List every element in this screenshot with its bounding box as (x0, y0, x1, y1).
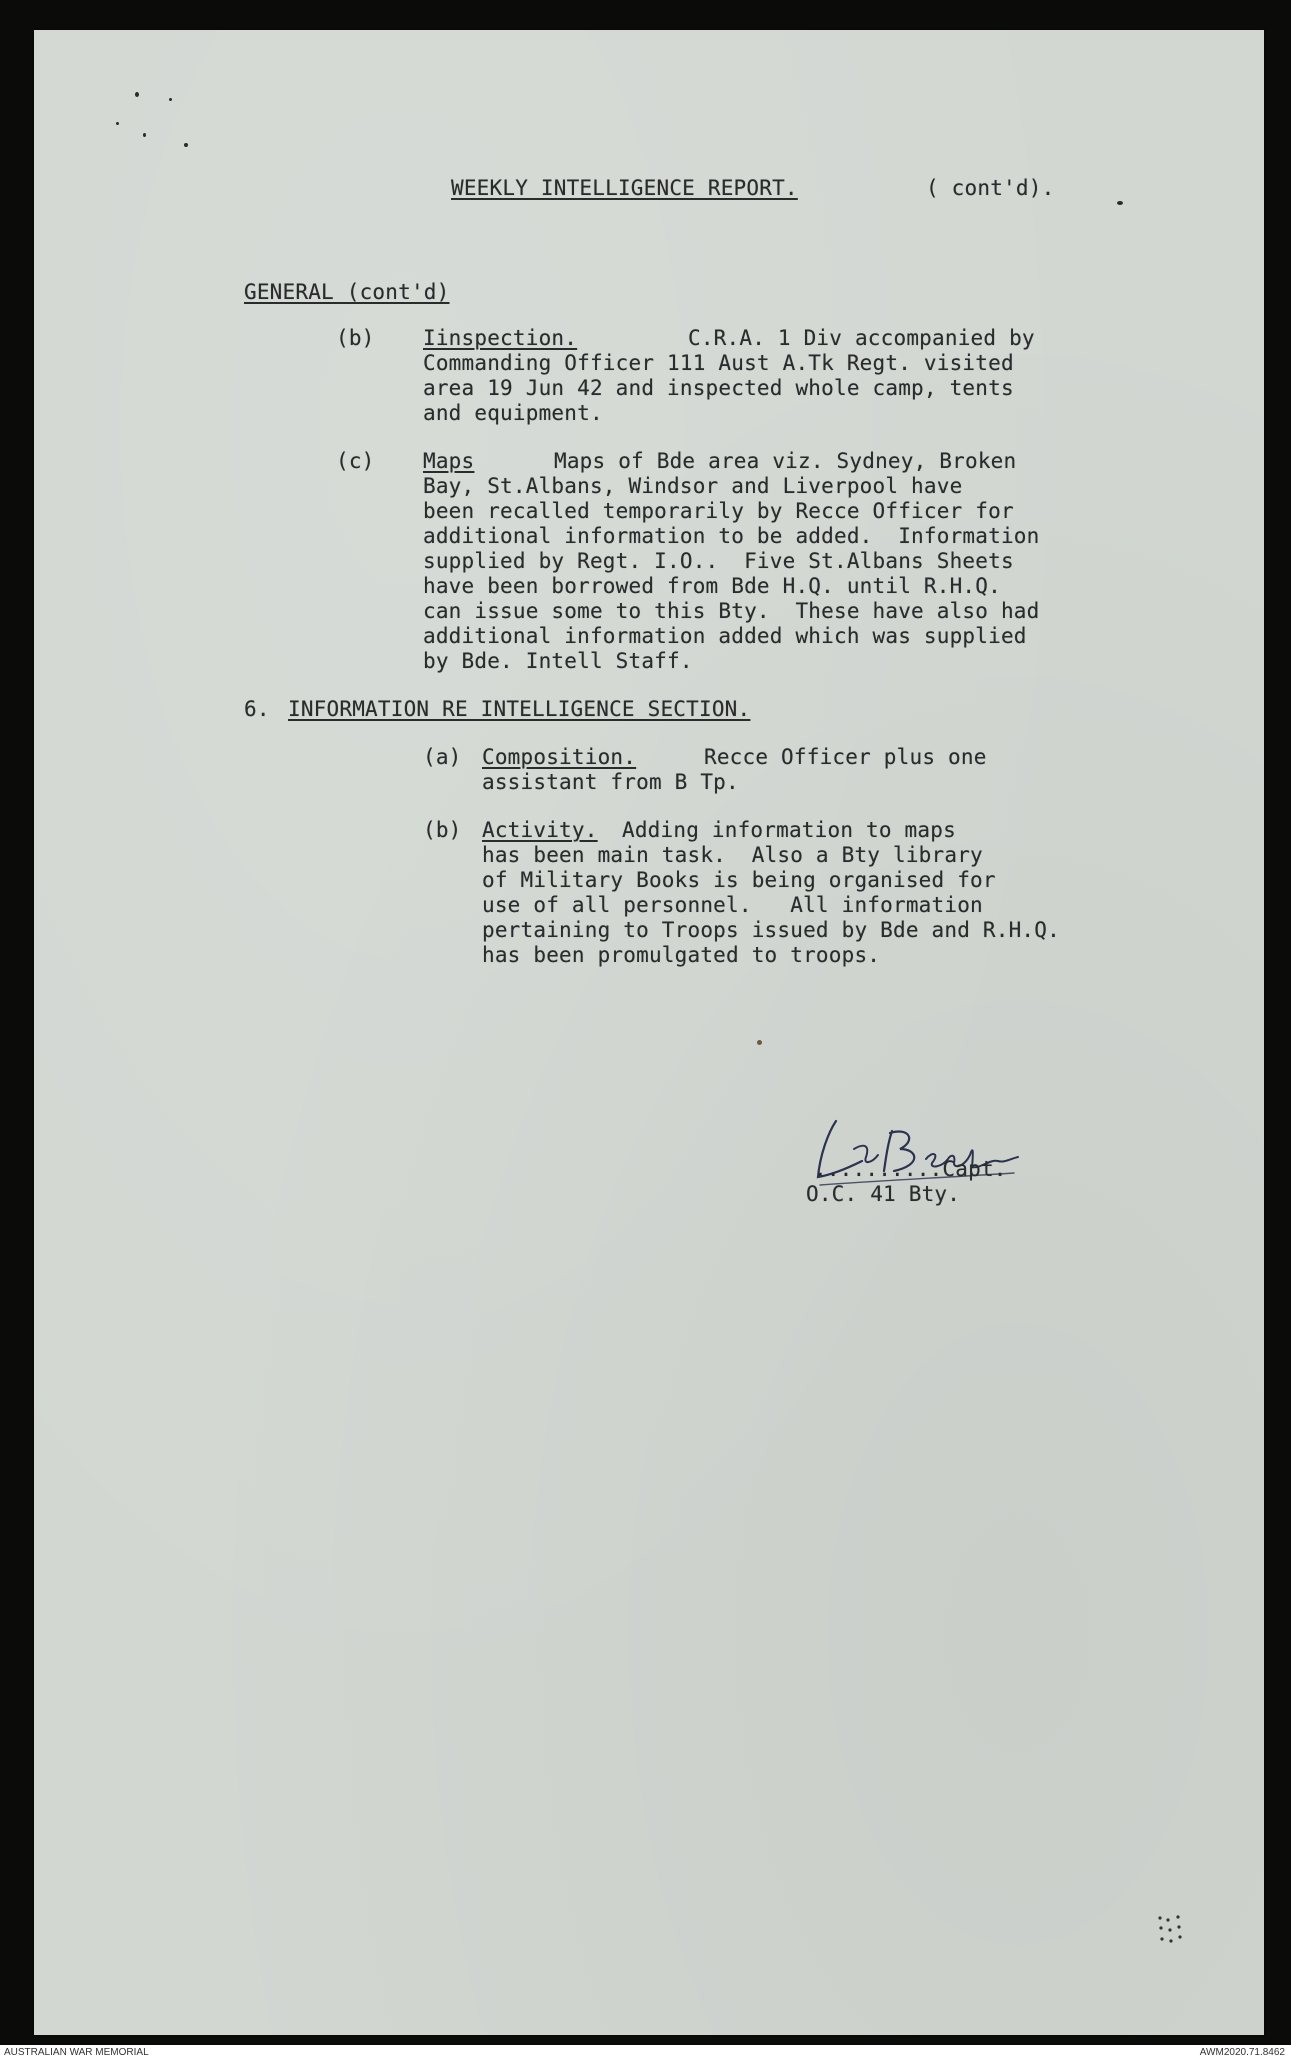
section6-para-a-label: (a) (423, 745, 462, 769)
section6-para-b-line: Adding information to maps (622, 818, 956, 842)
ink-speck (135, 92, 139, 97)
section6-para-b-title: Activity. (482, 818, 598, 842)
para-b-line: and equipment. (423, 401, 603, 425)
para-c-line: additional information added which was supplied (423, 624, 1027, 648)
section6-para-b-line: of Military Books is being organised for (482, 868, 996, 892)
ink-speck (143, 133, 146, 137)
dot-mark-icon (1156, 1914, 1186, 1948)
section6-number: 6. (244, 697, 270, 721)
report-title-suffix: ( cont'd). (926, 176, 1055, 200)
section6-para-b-line: use of all personnel. All information (482, 893, 983, 917)
para-c-label: (c) (336, 449, 375, 473)
section6-para-b-line: has been promulgated to troops. (482, 943, 881, 967)
signature-unit: O.C. 41 Bty. (806, 1182, 961, 1206)
para-b-title: Iinspection. (423, 326, 578, 350)
footer-institution: AUSTRALIAN WAR MEMORIAL (4, 2047, 149, 2058)
report-title: WEEKLY INTELLIGENCE REPORT. (451, 176, 798, 200)
ink-speck (1117, 201, 1123, 205)
archive-footer (0, 2045, 1291, 2061)
document-page (34, 30, 1264, 2035)
section6-para-b-line: has been main task. Also a Bty library (482, 843, 983, 867)
section6-para-b-label: (b) (423, 818, 462, 842)
para-b-line: Commanding Officer 111 Aust A.Tk Regt. visited (423, 351, 1014, 375)
para-c-line: been recalled temporarily by Recce Officer for (423, 499, 1014, 523)
para-b-label: (b) (336, 326, 375, 350)
para-c-title: Maps (423, 449, 475, 473)
para-c-line: have been borrowed from Bde H.Q. until R.H.Q. (423, 574, 1001, 598)
ink-speck (169, 98, 172, 101)
para-c-line: can issue some to this Bty. These have also had (423, 599, 1040, 623)
general-heading: GENERAL (cont'd) (244, 280, 450, 304)
section6-para-a-line: Recce Officer plus one (704, 745, 987, 769)
section6-heading: INFORMATION RE INTELLIGENCE SECTION. (288, 697, 751, 721)
para-b-line: C.R.A. 1 Div accompanied by (688, 326, 1035, 350)
para-c-line: by Bde. Intell Staff. (423, 649, 693, 673)
para-b-line: area 19 Jun 42 and inspected whole camp, tents (423, 376, 1014, 400)
ink-speck (757, 1040, 762, 1045)
section6-para-a-line: assistant from B Tp. (482, 770, 739, 794)
section6-para-b-line: pertaining to Troops issued by Bde and R.H.Q. (482, 918, 1060, 942)
para-c-line: Bay, St.Albans, Windsor and Liverpool have (423, 474, 963, 498)
para-c-line: Maps of Bde area viz. Sydney, Broken (554, 449, 1017, 473)
para-c-line: additional information to be added. Information (423, 524, 1040, 548)
footer-accession-number: AWM2020.71.8462 (1199, 2047, 1285, 2058)
signature-dots-rank: ..........Capt. (814, 1157, 1007, 1181)
ink-speck (184, 143, 188, 147)
section6-para-a-title: Composition. (482, 745, 637, 769)
ink-speck (116, 122, 119, 125)
para-c-line: supplied by Regt. I.O.. Five St.Albans Sheets (423, 549, 1014, 573)
